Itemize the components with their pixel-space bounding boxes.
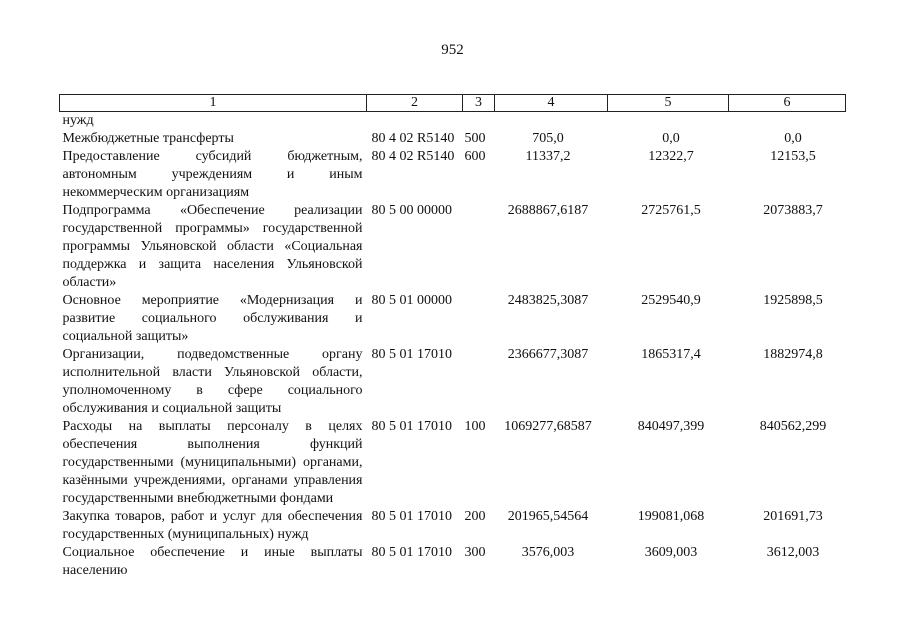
row-value-col4: 11337,2	[525, 149, 571, 164]
row-value-col5: 3609,003	[644, 545, 698, 560]
row-value-col5: 1865317,4	[641, 347, 701, 362]
row-name: Закупка товаров, работ и услуг для обеспечения государственных (муниципальных) нужд	[62, 509, 363, 542]
row-name: Организации, подведомственные органу исполнительной власти Ульяновской области, уполномоченному в сфере социального обслуживания и социальной защиты	[62, 347, 363, 416]
row-code: 80 5 01 00000	[371, 293, 452, 308]
table-row	[60, 292, 846, 346]
table-row	[60, 346, 846, 418]
table-row	[60, 130, 846, 148]
row-name: Предоставление субсидий бюджетным, автономным учреждениям и иным некоммерческим организациям	[62, 149, 363, 200]
row-value-col4	[495, 112, 608, 131]
row-value-col5: 199081,068	[637, 509, 705, 524]
row-expense-type	[463, 202, 495, 292]
row-expense-type: 600	[464, 149, 486, 164]
row-expense-type: 200	[464, 509, 486, 524]
row-value-col5: 2725761,5	[641, 203, 701, 218]
row-value-col6: 1882974,8	[763, 347, 823, 362]
row-value-col4: 201965,54564	[507, 509, 589, 524]
row-value-col5	[608, 112, 729, 131]
header-col-4: 4	[495, 95, 608, 112]
table-header	[60, 95, 846, 112]
row-value-col5: 0,0	[662, 131, 680, 146]
row-code: 80 4 02 R5140	[371, 131, 455, 146]
row-expense-type	[463, 112, 495, 131]
row-value-col6: 201691,73	[763, 509, 823, 524]
row-value-col4: 2483825,3087	[507, 293, 589, 308]
row-value-col4: 2366677,3087	[507, 347, 589, 362]
row-value-col4: 705,0	[532, 131, 564, 146]
row-value-col6: 12153,5	[770, 149, 816, 164]
header-col-2: 2	[367, 95, 463, 112]
row-value-col6: 2073883,7	[763, 203, 823, 218]
row-value-col4: 3576,003	[521, 545, 575, 560]
row-expense-type: 500	[464, 131, 486, 146]
table-row	[60, 202, 846, 292]
budget-table	[59, 94, 846, 580]
row-value-col5: 840497,399	[637, 419, 705, 434]
header-row	[60, 95, 846, 112]
row-code: 80 5 01 17010	[371, 347, 452, 362]
table-row	[60, 418, 846, 508]
row-name: Основное мероприятие «Модернизация и развитие социального обслуживания и социальной защиты»	[62, 293, 363, 344]
row-code: 80 5 01 17010	[371, 545, 452, 560]
row-value-col4: 1069277,68587	[504, 419, 592, 434]
row-value-col6: 3612,003	[766, 545, 820, 560]
row-code: 80 5 01 17010	[371, 419, 452, 434]
row-value-col6	[729, 112, 846, 131]
table-row	[60, 112, 846, 131]
row-value-col5: 12322,7	[648, 149, 694, 164]
row-name: Социальное обеспечение и иные выплаты населению	[62, 545, 363, 578]
row-expense-type: 300	[464, 545, 486, 560]
row-value-col5: 2529540,9	[641, 293, 701, 308]
header-col-1: 1	[60, 95, 367, 112]
row-expense-type: 100	[464, 419, 486, 434]
table-row	[60, 508, 846, 544]
table-body	[60, 112, 846, 581]
header-col-5: 5	[608, 95, 729, 112]
row-value-col6: 1925898,5	[763, 293, 823, 308]
table-row	[60, 148, 846, 202]
header-col-6: 6	[729, 95, 846, 112]
header-col-3: 3	[463, 95, 495, 112]
row-name: нужд	[62, 113, 94, 128]
row-value-col4: 2688867,6187	[507, 203, 589, 218]
row-name: Межбюджетные трансферты	[62, 131, 234, 146]
row-value-col6: 840562,299	[759, 419, 827, 434]
row-code	[367, 112, 463, 131]
row-code: 80 5 01 17010	[371, 509, 452, 524]
row-code: 80 5 00 00000	[371, 203, 452, 218]
row-code: 80 4 02 R5140	[371, 149, 455, 164]
row-name: Подпрограмма «Обеспечение реализации государственной программы» государственной программы Ульяновской области «Социальная поддержка и защита населения Ульяновской области»	[62, 203, 363, 290]
table-row	[60, 544, 846, 580]
page-number: 952	[441, 42, 464, 58]
row-value-col6: 0,0	[784, 131, 802, 146]
row-name: Расходы на выплаты персоналу в целях обеспечения выполнения функций государственными (муниципальными) органами, казёнными учреждениями, органами управления государственными внебюджетными фондами	[62, 419, 363, 506]
row-expense-type	[463, 292, 495, 346]
row-expense-type	[463, 346, 495, 418]
